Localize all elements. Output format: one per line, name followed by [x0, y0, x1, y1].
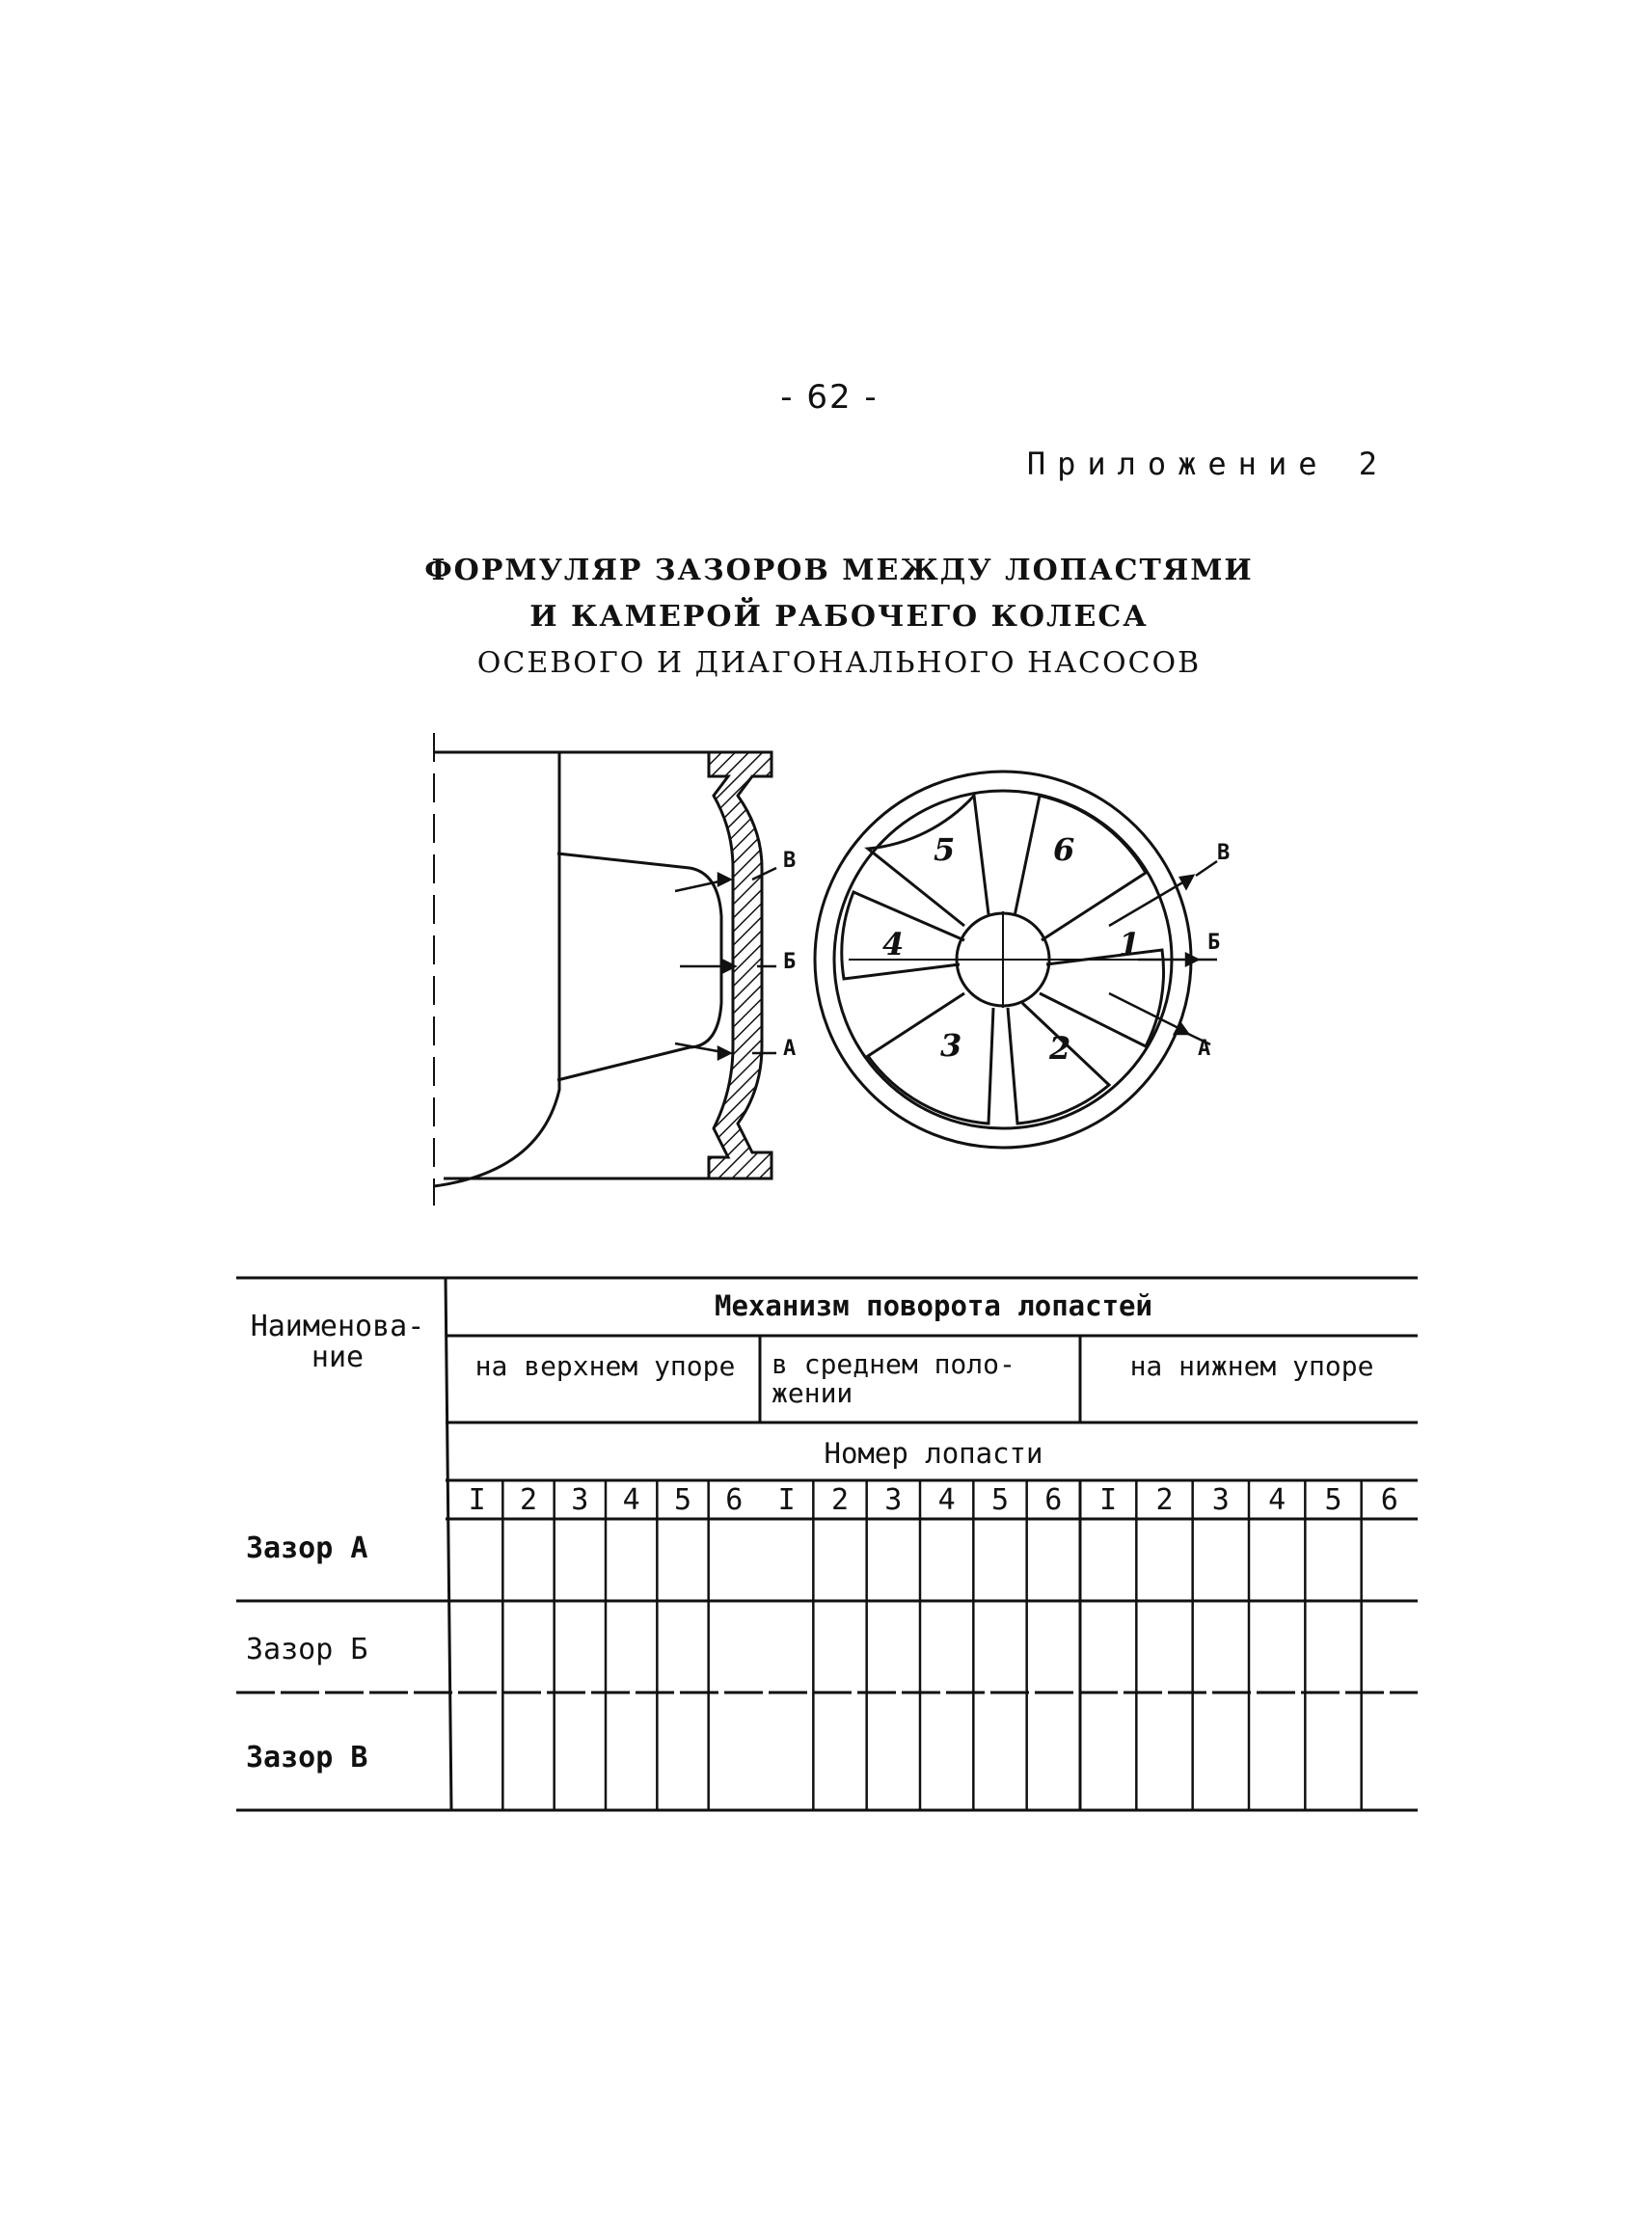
wheel-blade-4: 4: [882, 926, 905, 962]
side-label-b: Б: [783, 950, 797, 974]
table-name-header: Наименова- ние: [250, 1310, 425, 1374]
title-line-2: И КАМЕРОЙ РАБОЧЕГО КОЛЕСА: [529, 600, 1149, 634]
position-lower: на нижнем упоре: [1129, 1350, 1374, 1382]
blade-number-cell: 5: [673, 1483, 692, 1517]
wheel-blade-6: 6: [1053, 831, 1075, 868]
blade-number-cell: 6: [1044, 1483, 1063, 1517]
blade-number-cell: 3: [571, 1483, 589, 1517]
wheel-blade-3: 3: [940, 1027, 962, 1064]
blade-number-cell: 5: [1324, 1483, 1342, 1517]
blade-number-header: Номер лопасти: [824, 1437, 1043, 1470]
blade-number-cell: 4: [622, 1483, 640, 1517]
blade-number-cell: 2: [519, 1483, 538, 1517]
blade-number-cell: 6: [725, 1483, 744, 1517]
position-middle: в среднем поло- жении: [772, 1348, 1016, 1409]
blade-number-cell: I: [1099, 1483, 1118, 1517]
wheel-label-b: Б: [1207, 931, 1221, 955]
row-gap-a: Зазор А: [246, 1531, 368, 1565]
blade-number-cell: 3: [1211, 1483, 1230, 1517]
blade-number-cell: 3: [884, 1483, 903, 1517]
page-number: - 62 -: [780, 378, 879, 417]
side-label-a: А: [783, 1037, 797, 1061]
wheel-label-a: А: [1198, 1037, 1211, 1061]
blade-number-cell: 4: [937, 1483, 956, 1517]
title-line-3: ОСЕВОГО И ДИАГОНАЛЬНОГО НАСОСОВ: [476, 646, 1202, 680]
blade-number-cell: I: [777, 1483, 796, 1517]
mechanism-header: Механизм поворота лопастей: [715, 1289, 1152, 1322]
wheel-label-v: В: [1217, 841, 1231, 865]
blade-number-cell: 2: [830, 1483, 850, 1517]
title-line-1: ФОРМУЛЯР ЗАЗОРОВ МЕЖДУ ЛОПАСТЯМИ: [424, 554, 1254, 587]
blade-number-cell: 4: [1268, 1483, 1286, 1517]
side-label-v: В: [783, 849, 797, 873]
blade-number-cell: I: [468, 1483, 486, 1517]
blade-number-cell: 2: [1155, 1483, 1174, 1517]
row-gap-v: Зазор В: [246, 1741, 368, 1774]
wheel-blade-1: 1: [1119, 926, 1141, 962]
blade-number-cell: 6: [1380, 1483, 1398, 1517]
appendix-label: Приложение 2: [1026, 446, 1389, 482]
position-upper: на верхнем упоре: [474, 1350, 736, 1382]
blade-number-cell: 5: [990, 1483, 1010, 1517]
wheel-blade-5: 5: [934, 831, 956, 868]
row-gap-b: Зазор Б: [246, 1633, 368, 1666]
wheel-blade-2: 2: [1049, 1030, 1071, 1067]
